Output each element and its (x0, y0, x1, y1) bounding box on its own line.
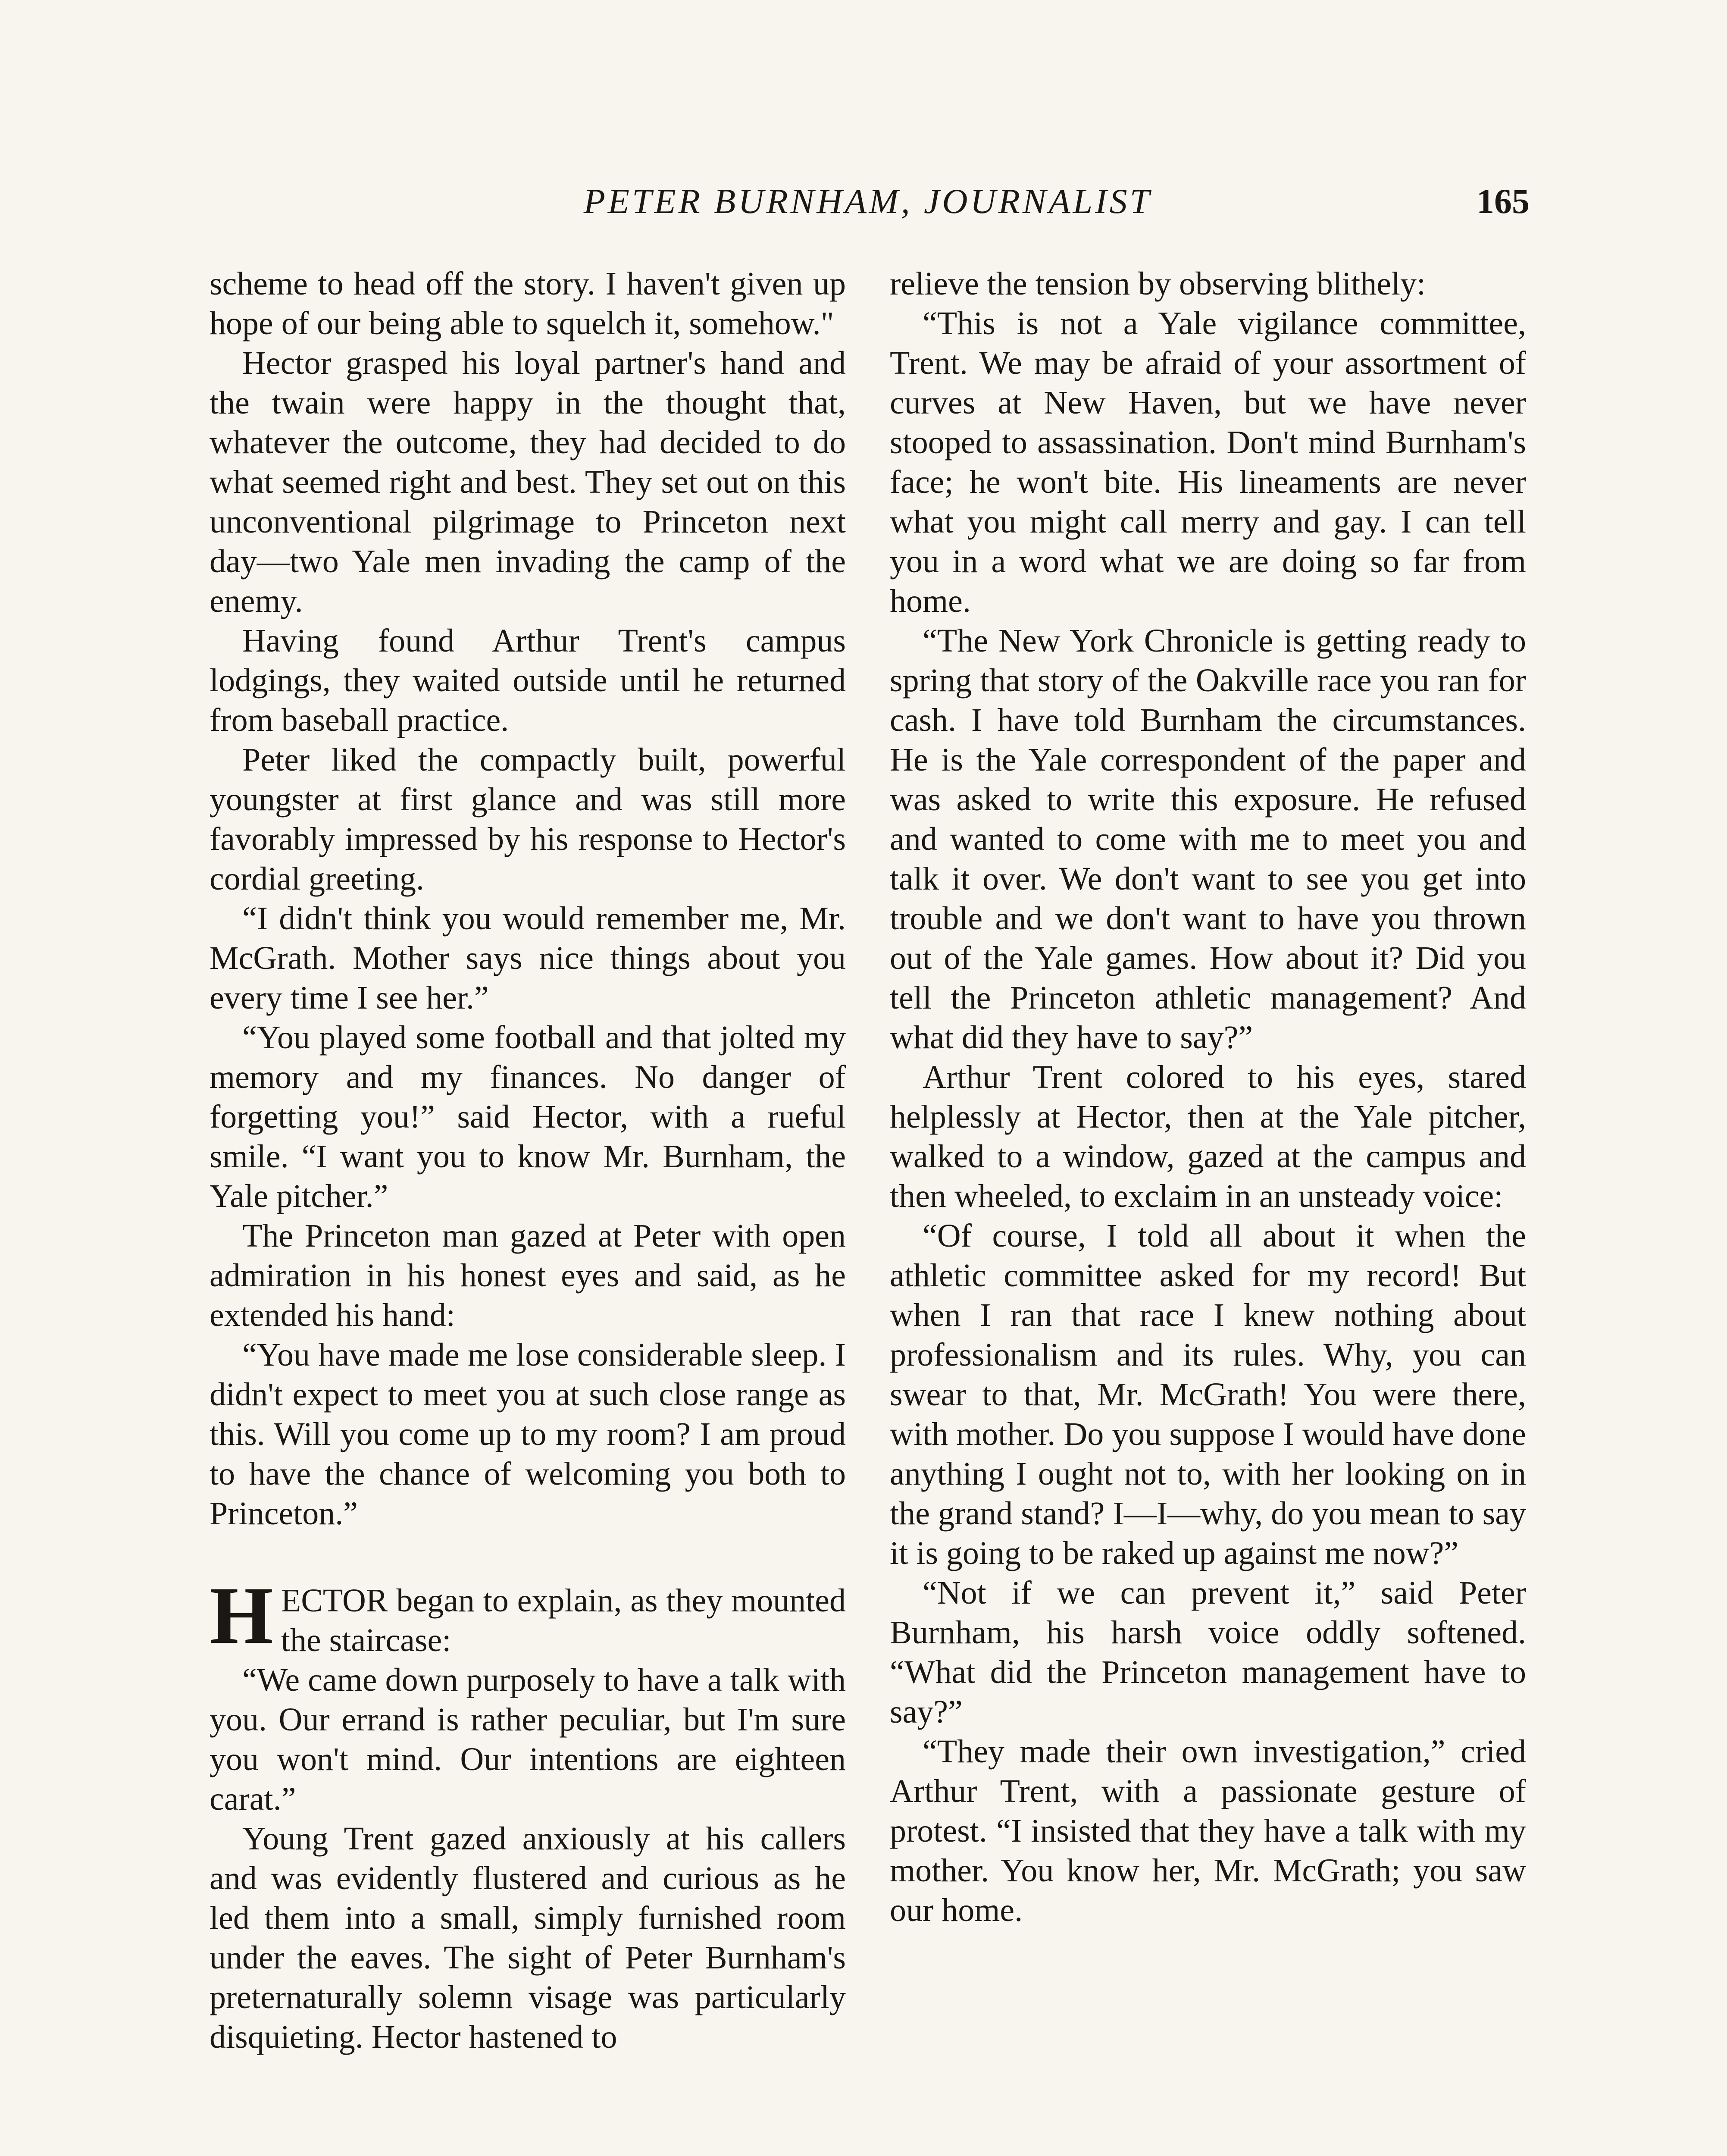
running-title: PETER BURNHAM, JOURNALIST (583, 182, 1152, 221)
paragraph: “I didn't think you would remember me, Mr. McGrath. Mother says nice things about you every time I see her.” (210, 900, 846, 1016)
paragraph: “This is not a Yale vigilance committee, Trent. We may be afraid of your assortment of curves at New Haven, but we have never stooped to assassination. Don't mind Burnham's face; he won't bite. His lineaments are never what you might call merry and gay. I can tell you in a word what we are doing so far from home. (890, 305, 1526, 619)
paragraph: scheme to head off the story. I haven't given up hope of our being able to squelch it, somehow." (210, 266, 846, 342)
paragraph: Having found Arthur Trent's campus lodgings, they waited outside until he returned from baseball practice. (210, 623, 846, 738)
paragraph: “You played some football and that jolted my memory and my finances. No danger of forgetting you!” said Hector, with a rueful smile. “I want you to know Mr. Burnham, the Yale pitcher.” (210, 1019, 846, 1214)
page-number: 165 (1477, 182, 1530, 221)
paragraph: Arthur Trent colored to his eyes, stared helplessly at Hector, then at the Yale pitcher, walked to a window, gazed at the campus and then wheeled, to exclaim in an unsteady voice: (890, 1059, 1526, 1214)
paragraph: Peter liked the compactly built, powerful youngster at first glance and was still more favorably impressed by his response to Hector's cordial greeting. (210, 742, 846, 897)
paragraph: The Princeton man gazed at Peter with open admiration in his honest eyes and said, as he extended his hand: (210, 1218, 846, 1333)
paragraph: Hector grasped his loyal partner's hand and the twain were happy in the thought that, whatever the outcome, they had decided to do what seemed right and best. They set out on this unconventional pilgrimage to Princeton next day—two Yale men invading the camp of the enemy. (210, 345, 846, 619)
paragraph: Young Trent gazed anxiously at his callers and was evidently flustered and curious as he led them into a small, simply furnished room under the eaves. The sight of Peter Burnham's preternaturally solemn visage was particularly disquieting. Hector hastened to (210, 1821, 846, 2055)
dropcap-paragraph-text: ECTOR began to explain, as they mounted the staircase: (281, 1583, 846, 1658)
right-column (890, 264, 1526, 2156)
left-column (210, 264, 846, 2156)
paragraph: “They made their own investigation,” cried Arthur Trent, with a passionate gesture of protest. “I insisted that they have a talk with my mother. You know her, Mr. McGrath; you saw our home. (890, 1733, 1526, 1928)
paragraph: “We came down purposely to have a talk with you. Our errand is rather peculiar, but I'm sure you won't mind. Our intentions are eighteen carat.” (210, 1662, 846, 1817)
paragraph: relieve the tension by observing blithely: (890, 266, 1426, 302)
dropcap-paragraph (210, 1570, 846, 1661)
page-header (206, 181, 1530, 233)
drop-cap: H (210, 1570, 273, 1661)
paragraph: “Of course, I told all about it when the athletic committee asked for my record! But when I ran that race I knew nothing about professionalism and its rules. Why, you can swear to that, Mr. McGrath! You were there, with mother. Do you suppose I would have done anything I ought not to, with her looking on in the grand stand? I—I—why, do you mean to say it is going to be raked up against me now?” (890, 1218, 1526, 1571)
paragraph: “The New York Chronicle is getting ready to spring that story of the Oakville race you ran for cash. I have told Burnham the circumstances. He is the Yale correspondent of the paper and was asked to write this exposure. He refused and wanted to come with me to meet you and talk it over. We don't want to see you get into trouble and we don't want to have you thrown out of the Yale games. How about it? Did you tell the Princeton athletic management? And what did they have to say?” (890, 623, 1526, 1056)
paragraph: “You have made me lose considerable sleep. I didn't expect to meet you at such close range as this. Will you come up to my room? I am proud to have the chance of welcoming you both to Princeton.” (210, 1337, 846, 1532)
paragraph: “Not if we can prevent it,” said Peter Burnham, his harsh voice oddly softened. “What did the Princeton management have to say?” (890, 1575, 1526, 1730)
